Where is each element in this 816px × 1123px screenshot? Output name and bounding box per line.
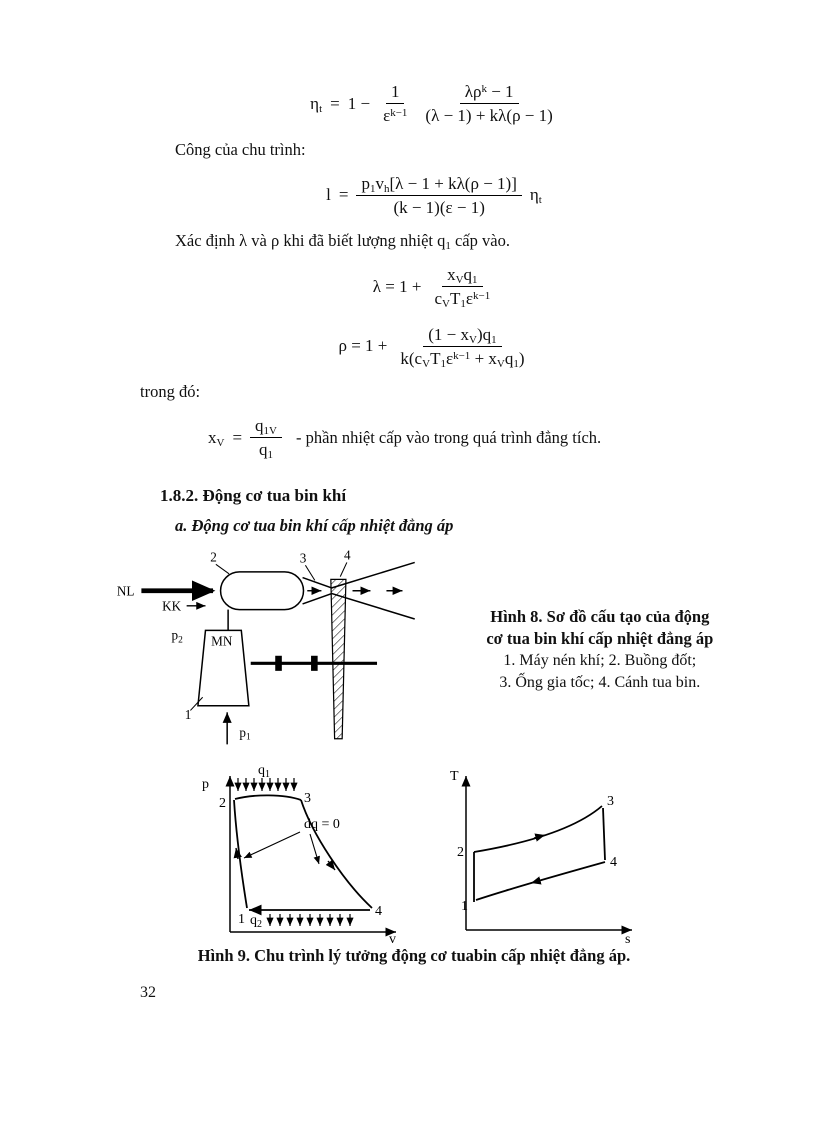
fraction-lambda: $\frac{x_Vq_1}{c_VT_1\varepsilon^{k-1}}$ — [434, 265, 491, 311]
pv-point-3: 3 — [304, 790, 311, 806]
formula-xv — [208, 414, 728, 462]
pv-point-2: 2 — [219, 795, 226, 811]
label-fuel-nl: NL — [116, 582, 135, 598]
label-p2: $p_2$ — [171, 627, 183, 646]
ts-axis-t-label: T — [450, 768, 459, 784]
figure-8 — [115, 546, 728, 758]
figure-8-legend-line1: 1. Máy nén khí; 2. Buồng đốt; — [503, 652, 697, 670]
xv-description: - phần nhiệt cấp vào trong quá trình đẳng tích. — [296, 427, 602, 447]
ts-point-2: 2 — [457, 844, 464, 860]
leader-3 — [305, 565, 314, 580]
ts-cycle-curves — [474, 806, 605, 902]
figure-8-caption — [472, 606, 728, 758]
pv-point-4: 4 — [375, 903, 382, 919]
formula-cycle-work — [140, 172, 728, 220]
label-1: 1 — [184, 706, 192, 722]
ts-axis-s-label: s — [625, 931, 631, 944]
ts-diagram — [442, 762, 642, 944]
combustion-chamber — [221, 571, 304, 609]
q2-heat-arrows — [270, 914, 350, 926]
label-kk: KK — [162, 598, 182, 614]
leader-4 — [340, 562, 347, 576]
rho-lhs: ρ = 1 + — [338, 336, 388, 356]
dq-leader-arrows — [244, 832, 319, 864]
label-4: 4 — [344, 547, 351, 563]
figure-9-caption: Hình 9. Chu trình lý tưởng động cơ tuabin cấp nhiệt đẳng áp. — [197, 945, 631, 965]
turbine-blade — [331, 579, 346, 738]
paragraph-trongdo: trong đó: — [140, 382, 201, 401]
figure-9 — [192, 762, 728, 944]
fraction-epsilon: $\frac{1}{\varepsilon^{k-1}}$ — [383, 82, 408, 126]
q1-label: $q_1$ — [258, 762, 270, 780]
shaft — [251, 655, 377, 670]
nozzle — [303, 562, 415, 619]
eta-symbol: $\eta_t$ — [529, 185, 542, 207]
ts-point-1: 1 — [461, 898, 468, 914]
leader-2 — [216, 564, 229, 573]
lambda-lhs: λ = 1 + — [372, 276, 422, 296]
work-symbol: l — [326, 185, 331, 205]
label-mn: MN — [211, 632, 233, 648]
label-p1: $p_1$ — [239, 724, 251, 743]
paragraph-determine: Xác định λ và ρ khi đã biết lượng nhiệt $q_1$ cấp vào. — [175, 231, 510, 252]
equals-sign: = — [338, 185, 349, 205]
equals-sign: = — [232, 427, 243, 447]
ts-point-4: 4 — [610, 854, 617, 870]
figure-8-title-line1: Hình 8. Sơ đồ cấu tạo của động — [490, 606, 710, 626]
fraction-rho: $\frac{(1 - x_V)q_1}{k(c_VT_1\varepsilon^{k-1} + x_Vq_1)}$ — [400, 324, 525, 370]
ts-point-3: 3 — [607, 793, 614, 809]
dq-zero-label: dq = 0 — [304, 816, 340, 832]
fraction-work: $\frac{p_1v_h[\lambda - 1 + k\lambda(\rho - 1)]}{(k - 1)(\varepsilon - 1)}$ — [356, 172, 521, 220]
q2-label: $q_2$ — [250, 912, 262, 930]
pv-axis-v-label: v — [389, 931, 396, 944]
pv-diagram — [192, 762, 420, 944]
pv-axes — [230, 776, 396, 932]
pv-point-1: 1 — [238, 911, 245, 927]
fraction-lambda-rho: $\frac{\lambda\rho^k - 1}{(\lambda - 1) + k\lambda(\rho - 1)}$ — [425, 82, 553, 126]
turbine-schematic-figure — [115, 546, 466, 758]
eta-symbol: $\eta_t$ — [310, 93, 323, 115]
fraction-xv: $\frac{q_{1V}}{q_1}$ — [250, 414, 282, 462]
page-number: 32 — [140, 983, 156, 1001]
one-minus: 1 − — [347, 93, 371, 113]
figure-8-legend-line2: 3. Ống gia tốc; 4. Cánh tua bin. — [499, 673, 701, 691]
subsection-heading: a. Động cơ tua bin khí cấp nhiệt đẳng áp — [175, 515, 454, 535]
paragraph-cycle-work: Công của chu trình: — [175, 139, 306, 159]
formula-rho — [140, 323, 728, 371]
formula-lambda — [140, 263, 728, 311]
equals-sign: = — [330, 93, 340, 113]
section-heading: 1.8.2. Động cơ tua bin khí — [160, 485, 347, 505]
figure-8-title-line2: cơ tua bin khí cấp nhiệt đẳng áp — [486, 628, 714, 648]
xv-symbol: $x_V$ — [208, 427, 225, 449]
formula-thermal-efficiency — [140, 80, 728, 128]
pv-axis-p-label: p — [202, 776, 209, 792]
label-2: 2 — [210, 549, 217, 565]
label-3: 3 — [299, 549, 307, 565]
